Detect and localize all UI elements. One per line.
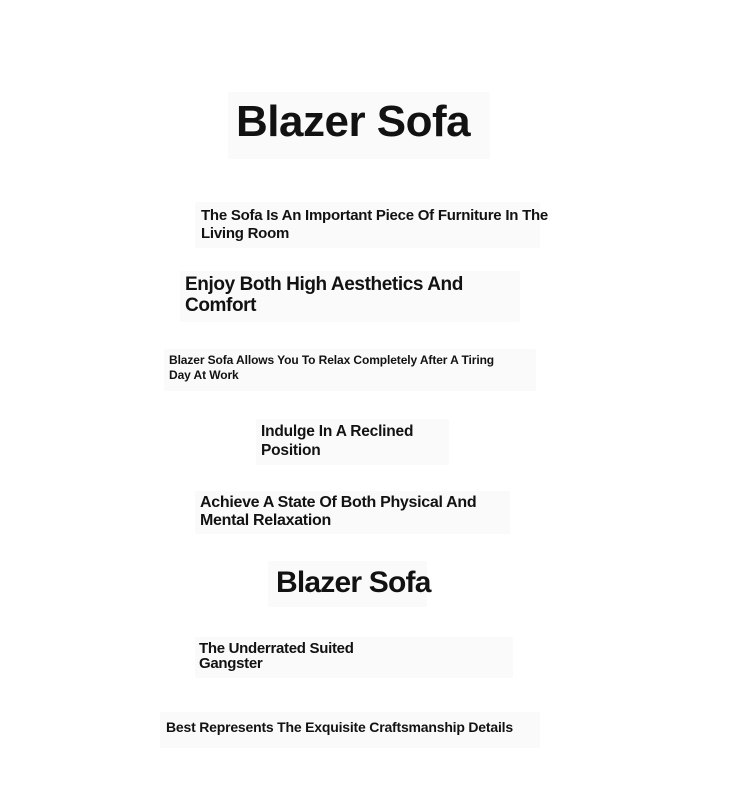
text-line: Position bbox=[261, 441, 321, 459]
text-line: Living Room bbox=[201, 224, 290, 242]
text-line: Comfort bbox=[185, 294, 257, 316]
text-line: Achieve A State Of Both Physical And bbox=[200, 494, 477, 511]
intro-text bbox=[201, 207, 548, 242]
text-line: Indulge In A Reclined bbox=[261, 423, 414, 440]
recline-heading bbox=[261, 423, 413, 460]
text-line: Day At Work bbox=[169, 368, 239, 382]
text-line: Enjoy Both High Aesthetics And bbox=[185, 274, 463, 295]
section-title: Blazer Sofa bbox=[276, 566, 431, 599]
relax-text bbox=[169, 353, 494, 383]
craftsmanship-text: Best Represents The Exquisite Craftsmanship Details bbox=[166, 719, 513, 735]
text-line: Blazer Sofa Allows You To Relax Completely After A Tiring bbox=[169, 353, 495, 367]
gangster-heading bbox=[199, 642, 354, 671]
aesthetics-heading bbox=[185, 275, 463, 316]
page-title: Blazer Sofa bbox=[236, 97, 471, 146]
text-line: Mental Relaxation bbox=[200, 511, 331, 529]
text-line: The Sofa Is An Important Piece Of Furniture In The bbox=[201, 207, 548, 224]
achieve-heading bbox=[200, 494, 476, 529]
text-line: Gangster bbox=[199, 654, 263, 672]
text-line: The Underrated Suited bbox=[199, 640, 354, 657]
